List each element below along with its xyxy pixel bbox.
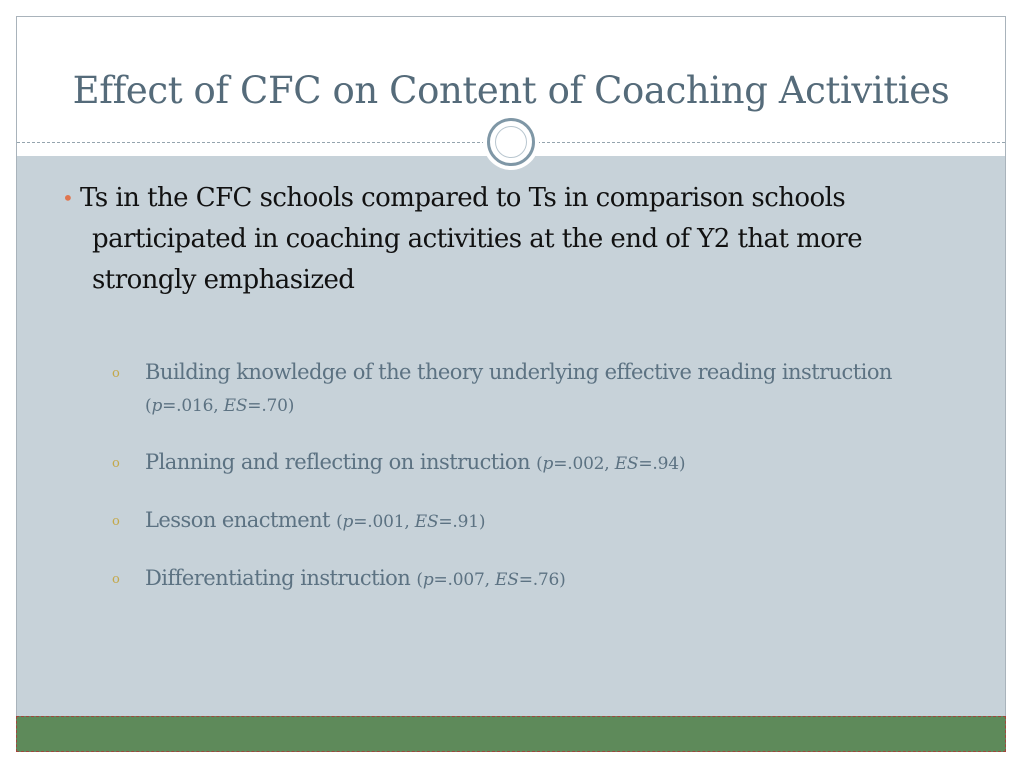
main-bullet-text: Ts in the CFC schools compared to Ts in comparison schools participated in coaching activities at the end of Y2 that more strongly emphasized — [80, 183, 863, 295]
circle-bullet-icon: o — [112, 572, 120, 587]
sub-item-stats: (p=.002, ES=.94) — [536, 454, 686, 474]
es-value: =.76 — [518, 570, 560, 590]
slide-title: Effect of CFC on Content of Coaching Activities — [72, 69, 950, 112]
sub-item-stats: (p=.001, ES=.91) — [336, 512, 486, 532]
circle-bullet-icon: o — [112, 514, 120, 529]
sub-bullet-list — [112, 356, 912, 620]
p-value: =.002, — [553, 454, 615, 474]
sub-item-label: Differentiating instruction — [145, 566, 411, 590]
es-label: ES — [223, 396, 248, 416]
ornament-inner-circle — [495, 126, 527, 158]
sub-item-label: Lesson enactment — [145, 508, 330, 532]
main-bullet — [62, 178, 942, 301]
es-label: ES — [495, 570, 519, 590]
list-item — [112, 504, 912, 538]
p-label: p — [342, 512, 354, 532]
list-item — [112, 356, 912, 422]
circle-bullet-icon: o — [112, 456, 120, 471]
p-value: =.007, — [433, 570, 496, 590]
p-value: =.001, — [353, 512, 415, 532]
p-label: p — [542, 454, 554, 474]
bullet-dot-icon: • — [62, 186, 74, 210]
es-value: =.94 — [638, 454, 679, 474]
es-label: ES — [614, 454, 639, 474]
es-value: =.91 — [438, 512, 479, 532]
sub-item-stats: (p=.016, ES=.70) — [145, 396, 295, 416]
sub-item-label: Building knowledge of the theory underlying effective reading instruction — [145, 360, 892, 384]
es-label: ES — [414, 512, 439, 532]
p-value: =.016, — [162, 396, 224, 416]
list-item — [112, 446, 912, 480]
p-label: p — [151, 396, 163, 416]
circle-bullet-icon: o — [112, 366, 120, 381]
ornament-ring — [487, 118, 535, 166]
sub-item-label: Planning and reflecting on instruction — [145, 450, 530, 474]
circle-ornament-icon — [483, 114, 539, 170]
sub-item-stats: (p=.007, ES=.76) — [416, 570, 566, 590]
es-value: =.70 — [247, 396, 288, 416]
list-item — [112, 562, 912, 596]
p-label: p — [422, 570, 434, 590]
footer-bar — [16, 716, 1006, 752]
